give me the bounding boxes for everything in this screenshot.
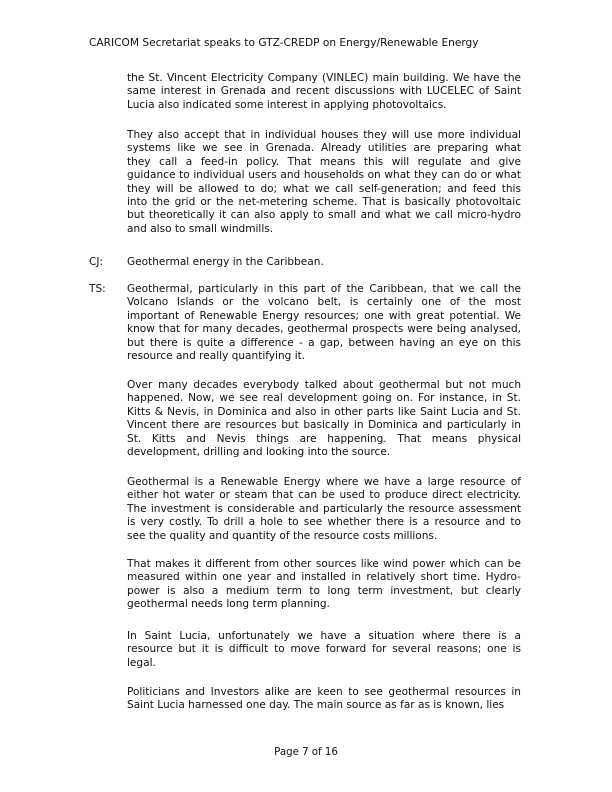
text-line: That makes it different from other sources like wind power which can be xyxy=(127,558,521,570)
text-line: power is also a medium term to long term investment, but clearly xyxy=(127,584,521,597)
text-line: Over many decades everybody talked about geothermal but not much xyxy=(127,379,521,391)
paragraph xyxy=(127,72,521,112)
text-line: Geothermal energy in the Caribbean. xyxy=(127,256,324,268)
text-line: Volcano Islands or the volcano belt, is certainly one of the most xyxy=(127,296,521,309)
paragraph xyxy=(127,283,521,363)
text-line: Geothermal, particularly in this part of the Caribbean, that we call the xyxy=(127,283,521,295)
paragraph xyxy=(127,630,521,670)
text-line: The investment is considerable and particularly the resource assessment xyxy=(127,502,521,515)
paragraph xyxy=(127,686,521,713)
paragraph xyxy=(127,476,521,543)
text-line: They also accept that in individual houses they will use more individual xyxy=(127,129,521,141)
text-line: legal. xyxy=(127,656,156,669)
paragraph xyxy=(127,379,521,459)
page-number: Page 7 of 16 xyxy=(274,747,338,758)
text-line: know that for many decades, geothermal prospects were being analysed, xyxy=(127,323,521,336)
paragraph xyxy=(127,129,521,236)
text-line: happened. Now, we see real development going on. For instance, in St. xyxy=(127,392,521,405)
text-line: Vincent there are resources but basically in Dominica and particularly in xyxy=(127,419,521,432)
text-line: is very costly. To drill a hole to see whether there is a resource and to xyxy=(127,516,521,529)
paragraph xyxy=(127,256,521,269)
text-line: resource but it is difficult to move forward for several reasons; one is xyxy=(127,643,521,656)
text-line: same interest in Grenada and recent discussions with LUCELEC of Saint xyxy=(127,85,521,98)
text-line: but theoretically it can also apply to small and what we call micro-hydro xyxy=(127,209,521,222)
text-line: either hot water or steam that can be used to produce direct electricity. xyxy=(127,489,521,502)
page-footer xyxy=(0,746,612,759)
text-line: development, drilling and looking into the source. xyxy=(127,446,391,459)
text-line: they call a feed-in policy. That means this will regulate and give xyxy=(127,155,521,168)
text-line: the St. Vincent Electricity Company (VINLEC) main building. We have the xyxy=(127,72,521,84)
header-title: CARICOM Secretariat speaks to GTZ-CREDP on Energy/Renewable Energy xyxy=(89,37,479,49)
text-line: In Saint Lucia, unfortunately we have a situation where there is a xyxy=(127,630,521,642)
text-line: resource and really quantifying it. xyxy=(127,350,306,363)
text-line: Saint Lucia harnessed one day. The main source as far as is known, lies xyxy=(127,699,505,712)
text-line: systems like we see in Grenada. Already utilities are preparing what xyxy=(127,142,521,155)
text-line: important of Renewable Energy resources; one with great potential. We xyxy=(127,309,521,322)
paragraph xyxy=(127,558,521,612)
text-line: Politicians and Investors alike are keen to see geothermal resources in xyxy=(127,686,521,698)
text-line: see the quality and quantity of the resource costs millions. xyxy=(127,529,438,542)
text-line: they will be allowed to do; what we call self-generation; and feed this xyxy=(127,182,521,195)
running-header xyxy=(89,36,529,50)
text-line: measured within one year and installed in relatively short time. Hydro- xyxy=(127,571,521,584)
text-line: Kitts & Nevis, in Dominica and also in other parts like Saint Lucia and St. xyxy=(127,405,521,418)
text-line: Lucia also indicated some interest in applying photovoltaics. xyxy=(127,98,447,111)
text-line: guidance to individual users and households on what they can do or what xyxy=(127,169,521,182)
speaker-label: TS: xyxy=(89,283,106,295)
text-line: Geothermal is a Renewable Energy where we have a large resource of xyxy=(127,476,521,488)
text-line: but there is quite a difference - a gap, between having an eye on this xyxy=(127,336,521,349)
text-line: geothermal needs long term planning. xyxy=(127,598,330,611)
speaker-label: CJ: xyxy=(89,256,104,268)
text-line: St. Kitts and Nevis things are happening. That means physical xyxy=(127,432,521,445)
text-line: into the grid or the net-metering scheme. That is basically photovoltaic xyxy=(127,196,521,209)
text-line: and also to small windmills. xyxy=(127,222,274,235)
